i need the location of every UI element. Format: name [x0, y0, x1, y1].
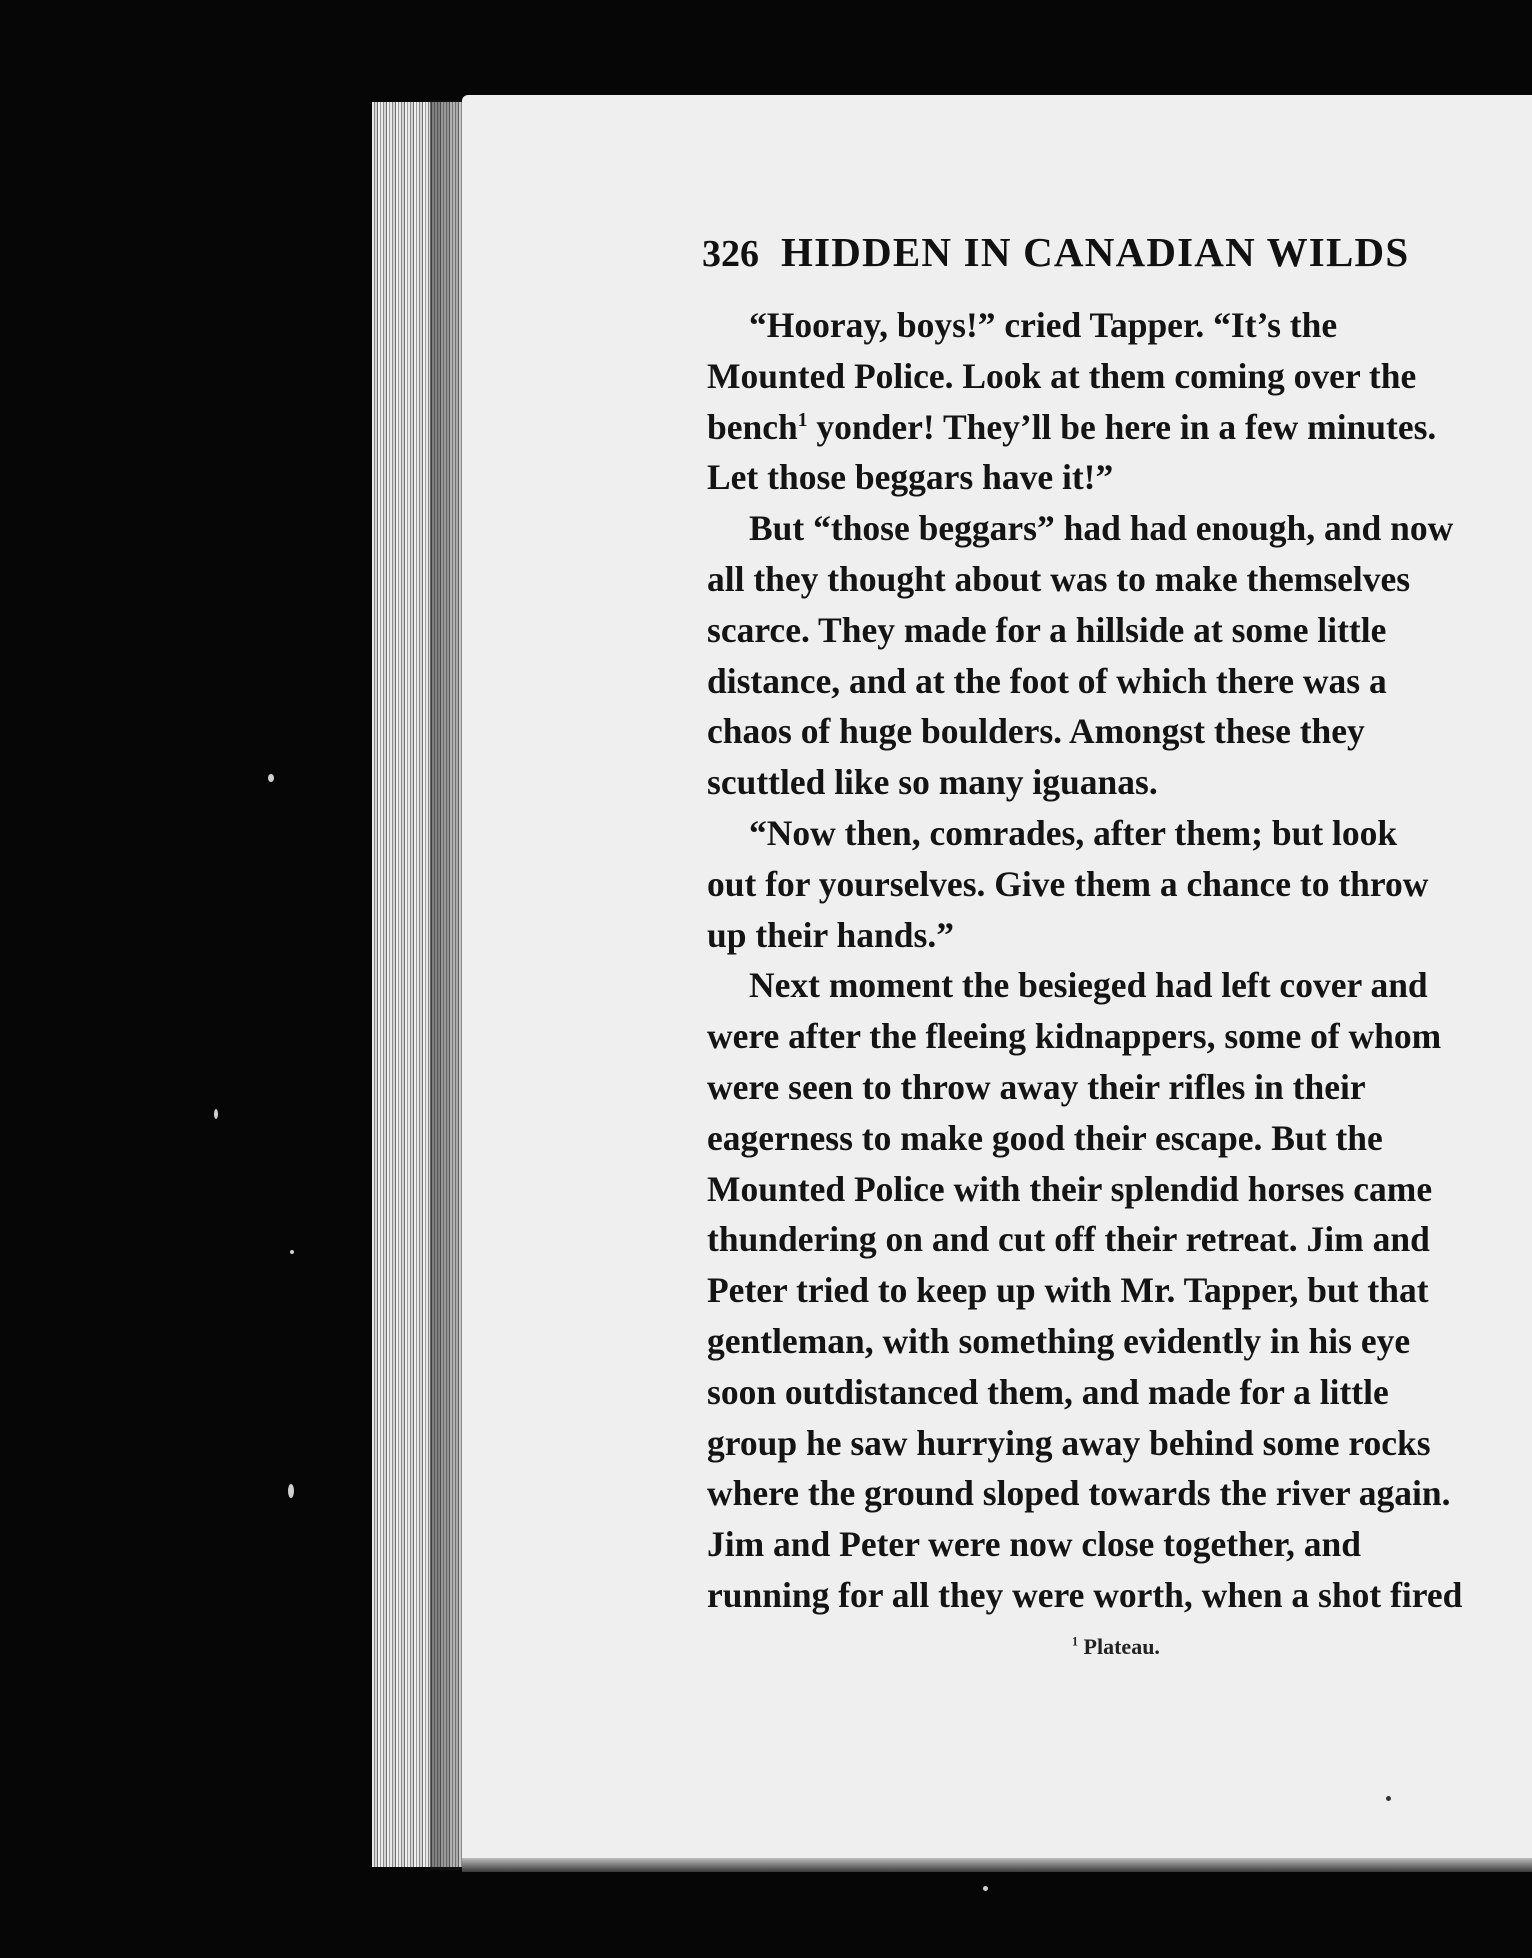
text-line-content: “Now then, comrades, after them; but look — [749, 812, 1398, 853]
text-line — [707, 1113, 1532, 1164]
text-line — [707, 1316, 1532, 1367]
footnote-text: Plateau. — [1083, 1634, 1160, 1659]
text-line-content: running for all they were worth, when a shot fired — [707, 1574, 1463, 1615]
text-line-continuation: yonder! They’ll be here in a few minutes. — [807, 406, 1437, 447]
text-line-content: scuttled like so many iguanas. — [707, 762, 1158, 803]
text-line-content: up their hands.” — [707, 914, 954, 955]
text-line-content: Jim and Peter were now close together, and — [707, 1524, 1362, 1565]
text-line-content: Let those beggars have it!” — [707, 457, 1114, 498]
text-line — [707, 554, 1532, 605]
text-line — [707, 452, 1532, 503]
dust-speck — [290, 1250, 294, 1254]
text-line-content: where the ground sloped towards the river again. — [707, 1473, 1451, 1514]
text-line-content: group he saw hurrying away behind some rocks — [707, 1422, 1431, 1463]
text-line-content: “Hooray, boys!” cried Tapper. “It’s the — [749, 305, 1338, 345]
text-line — [707, 1367, 1532, 1418]
text-line — [707, 1214, 1532, 1265]
footnote — [1072, 1634, 1160, 1660]
dust-speck — [1386, 1796, 1391, 1801]
text-line — [707, 910, 1532, 961]
text-line — [707, 1265, 1532, 1316]
page-bottom-edge — [462, 1858, 1532, 1872]
text-line — [707, 402, 1532, 453]
text-line — [707, 1418, 1532, 1469]
text-line-content: were after the fleeing kidnappers, some of whom — [707, 1016, 1442, 1057]
text-line — [707, 1062, 1532, 1113]
body-text — [707, 300, 1532, 1621]
text-line-content: thundering on and cut off their retreat. Jim and — [707, 1219, 1430, 1260]
text-line-content: scarce. They made for a hillside at some little — [707, 609, 1387, 650]
dust-speck — [214, 1109, 218, 1119]
text-line-content: all they thought about was to make themselves — [707, 558, 1411, 599]
text-line-content: distance, and at the foot of which there was a — [707, 660, 1387, 701]
footnote-reference: 1 — [797, 409, 808, 431]
text-line — [707, 300, 1532, 351]
text-line — [707, 503, 1532, 554]
text-line — [707, 859, 1532, 910]
text-line-content: Mounted Police. Look at them coming over the — [707, 355, 1417, 396]
dust-speck — [983, 1886, 988, 1891]
text-line-content: gentleman, with something evidently in his eye — [707, 1320, 1411, 1361]
text-line — [707, 605, 1532, 656]
book-title: HIDDEN IN CANADIAN WILDS — [781, 229, 1410, 275]
text-line — [707, 757, 1532, 808]
text-line — [707, 960, 1532, 1011]
text-line — [707, 1011, 1532, 1062]
text-line — [707, 1164, 1532, 1215]
text-line — [707, 706, 1532, 757]
text-line-content: were seen to throw away their rifles in their — [707, 1066, 1366, 1107]
text-line — [707, 808, 1532, 859]
binding-shadow — [430, 100, 465, 1870]
text-line — [707, 351, 1532, 402]
text-line-content: Mounted Police with their splendid horses came — [707, 1168, 1433, 1209]
text-line-content: soon outdistanced them, and made for a little — [707, 1371, 1389, 1412]
dust-speck — [268, 774, 274, 782]
text-line — [707, 656, 1532, 707]
text-line-content: But “those beggars” had had enough, and now — [749, 508, 1454, 549]
text-line-content: bench — [707, 406, 798, 447]
text-line-content: out for yourselves. Give them a chance to throw — [707, 863, 1429, 904]
text-line-content: Next moment the besieged had left cover and — [749, 965, 1428, 1006]
text-line-content: chaos of huge boulders. Amongst these they — [707, 711, 1365, 752]
running-head — [702, 229, 1410, 275]
text-line — [707, 1570, 1532, 1621]
dust-speck — [288, 1484, 294, 1498]
text-line-content: Peter tried to keep up with Mr. Tapper, but that — [707, 1270, 1429, 1311]
footnote-marker: 1 — [1072, 1634, 1079, 1649]
text-line-content: eagerness to make good their escape. But the — [707, 1117, 1383, 1158]
text-line — [707, 1468, 1532, 1519]
page-number: 326 — [702, 233, 759, 275]
text-line — [707, 1519, 1532, 1570]
